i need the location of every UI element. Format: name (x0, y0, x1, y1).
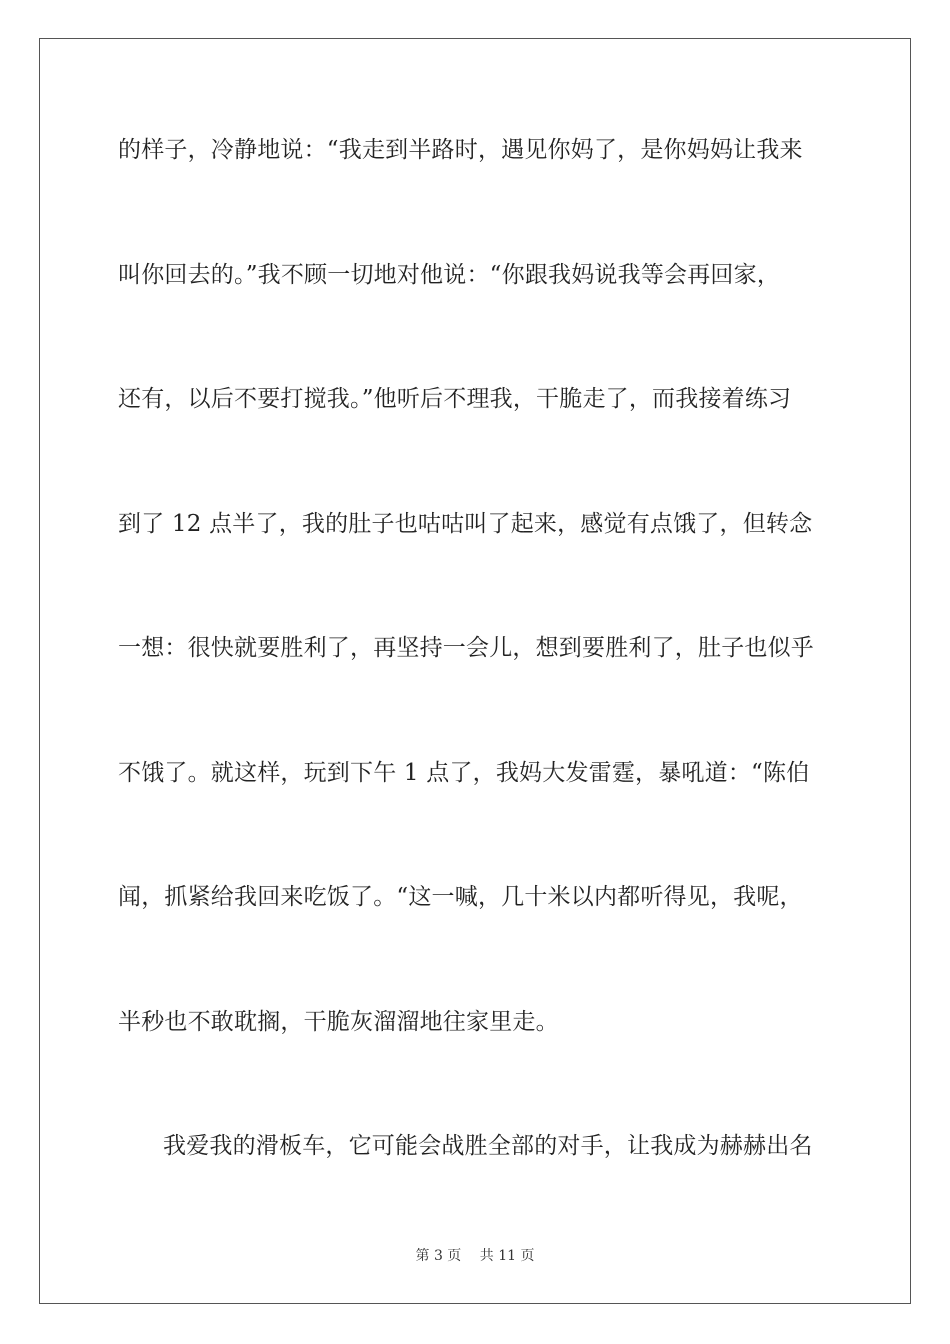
body-line-1: 的样子，冷静地说：“我走到半路时，遇见你妈了，是你妈妈让我来 (118, 137, 803, 163)
total-pages: 共 11 页 (479, 1248, 535, 1264)
page-border (39, 38, 911, 1304)
current-page-number: 第 3 页 (415, 1248, 462, 1264)
body-line-7: 闻，抓紧给我回来吃饭了。“这一喊，几十米以内都听得见，我呢， (118, 884, 803, 910)
body-line-9: 我爱我的滑板车，它可能会战胜全部的对手，让我成为赫赫出名 (163, 1133, 813, 1159)
body-line-6: 不饿了。就这样，玩到下午 1 点了，我妈大发雷霆，暴吼道：“陈伯 (118, 760, 810, 786)
body-line-8: 半秒也不敢耽搁，干脆灰溜溜地往家里走。 (118, 1009, 559, 1035)
page-footer (0, 1247, 950, 1265)
body-line-5: 一想：很快就要胜利了，再坚持一会儿，想到要胜利了，肚子也似乎 (118, 635, 814, 661)
body-line-4: 到了 12 点半了，我的肚子也咕咕叫了起来，感觉有点饿了，但转念 (118, 511, 813, 537)
body-line-3: 还有，以后不要打搅我。”他听后不理我，干脆走了，而我接着练习 (118, 386, 792, 412)
body-line-2: 叫你回去的。”我不顾一切地对他说：“你跟我妈说我等会再回家， (118, 262, 781, 288)
